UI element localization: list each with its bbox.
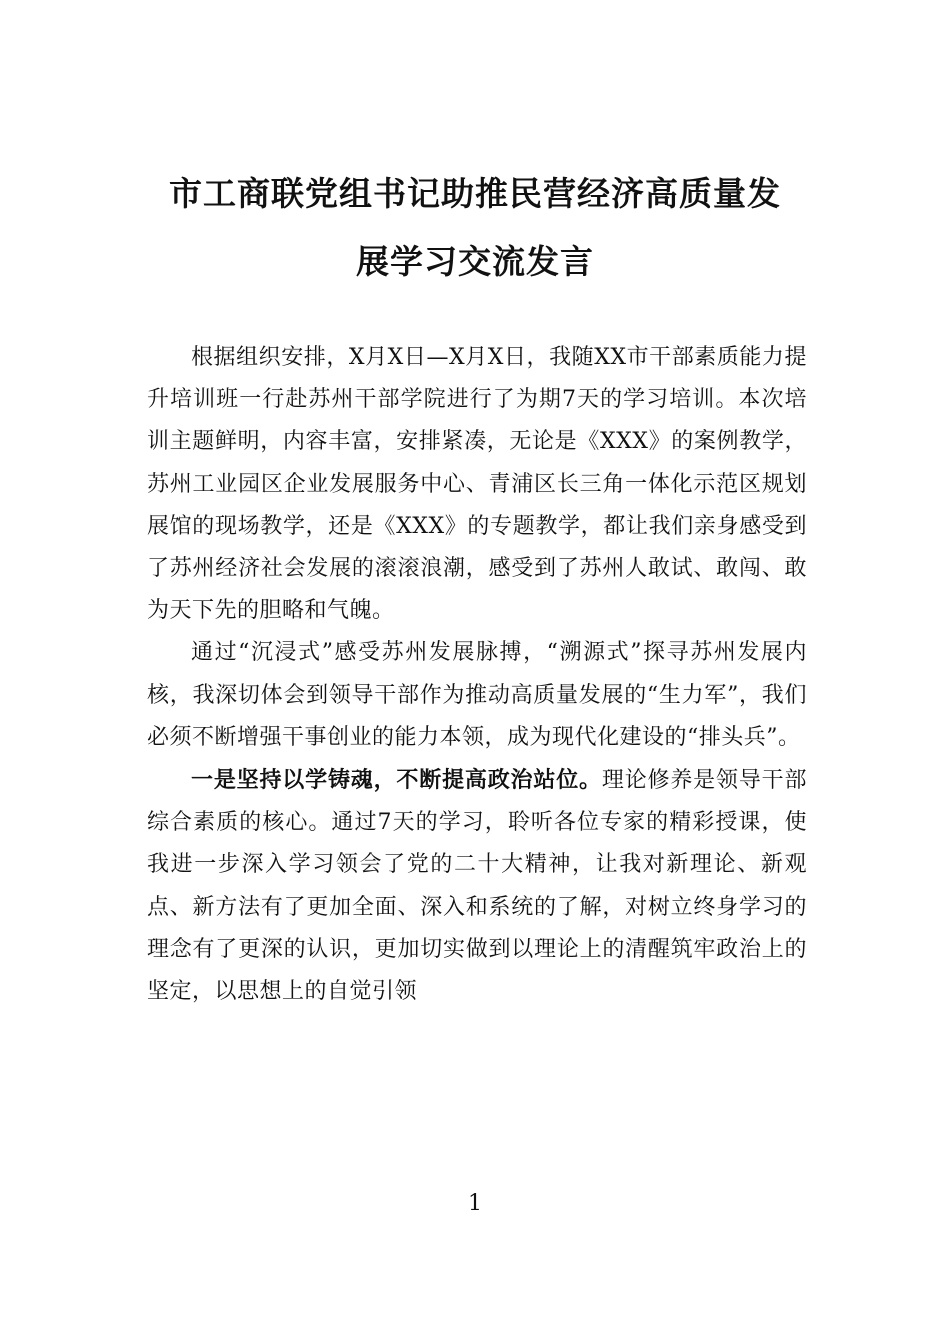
- document-title-line-2: 展学习交流发言: [356, 242, 594, 281]
- document-body: [147, 337, 807, 1013]
- paragraph-2: [147, 632, 807, 759]
- document-title-line-1: 市工商联党组书记助推民营经济高质量发: [169, 174, 781, 213]
- paragraph-lead-heading: 一是坚持以学铸魂，不断提高政治站位。: [191, 767, 602, 794]
- paragraph-3: [147, 759, 807, 1013]
- paragraph-text: 理论修养是领导干部综合素质的核心。通过7天的学习，聆听各位专家的精彩授课，使我进一步深入学习领会了党的二十大精神，让我对新理论、新观点、新方法有了更加全面、深入和系统的了解，对树立终身学习的理念有了更深的认识，更加切实做到以理论上的清醒筑牢政治上的坚定，以思想上的自觉引领: [147, 768, 807, 1005]
- page-number: 1: [468, 1191, 482, 1216]
- paragraph-1: [147, 337, 807, 632]
- paragraph-text: 通过“沉浸式”感受苏州发展脉搏，“溯源式”探寻苏州发展内核，我深切体会到领导干部作为推动高质量发展的“生力军”，我们必须不断增强干事创业的能力本领，成为现代化建设的“排头兵”。: [147, 640, 807, 750]
- paragraph-text: 根据组织安排，X月X日—X月X日，我随XX市干部素质能力提升培训班一行赴苏州干部学院进行了为期7天的学习培训。本次培训主题鲜明，内容丰富，安排紧凑，无论是《XXX》的案例教学，苏州工业园区企业发展服务中心、青浦区长三角一体化示范区规划展馆的现场教学，还是《XXX》的专题教学，都让我们亲身感受到了苏州经济社会发展的滚滚浪潮，感受到了苏州人敢试、敢闯、敢为天下先的胆略和气魄。: [147, 345, 807, 624]
